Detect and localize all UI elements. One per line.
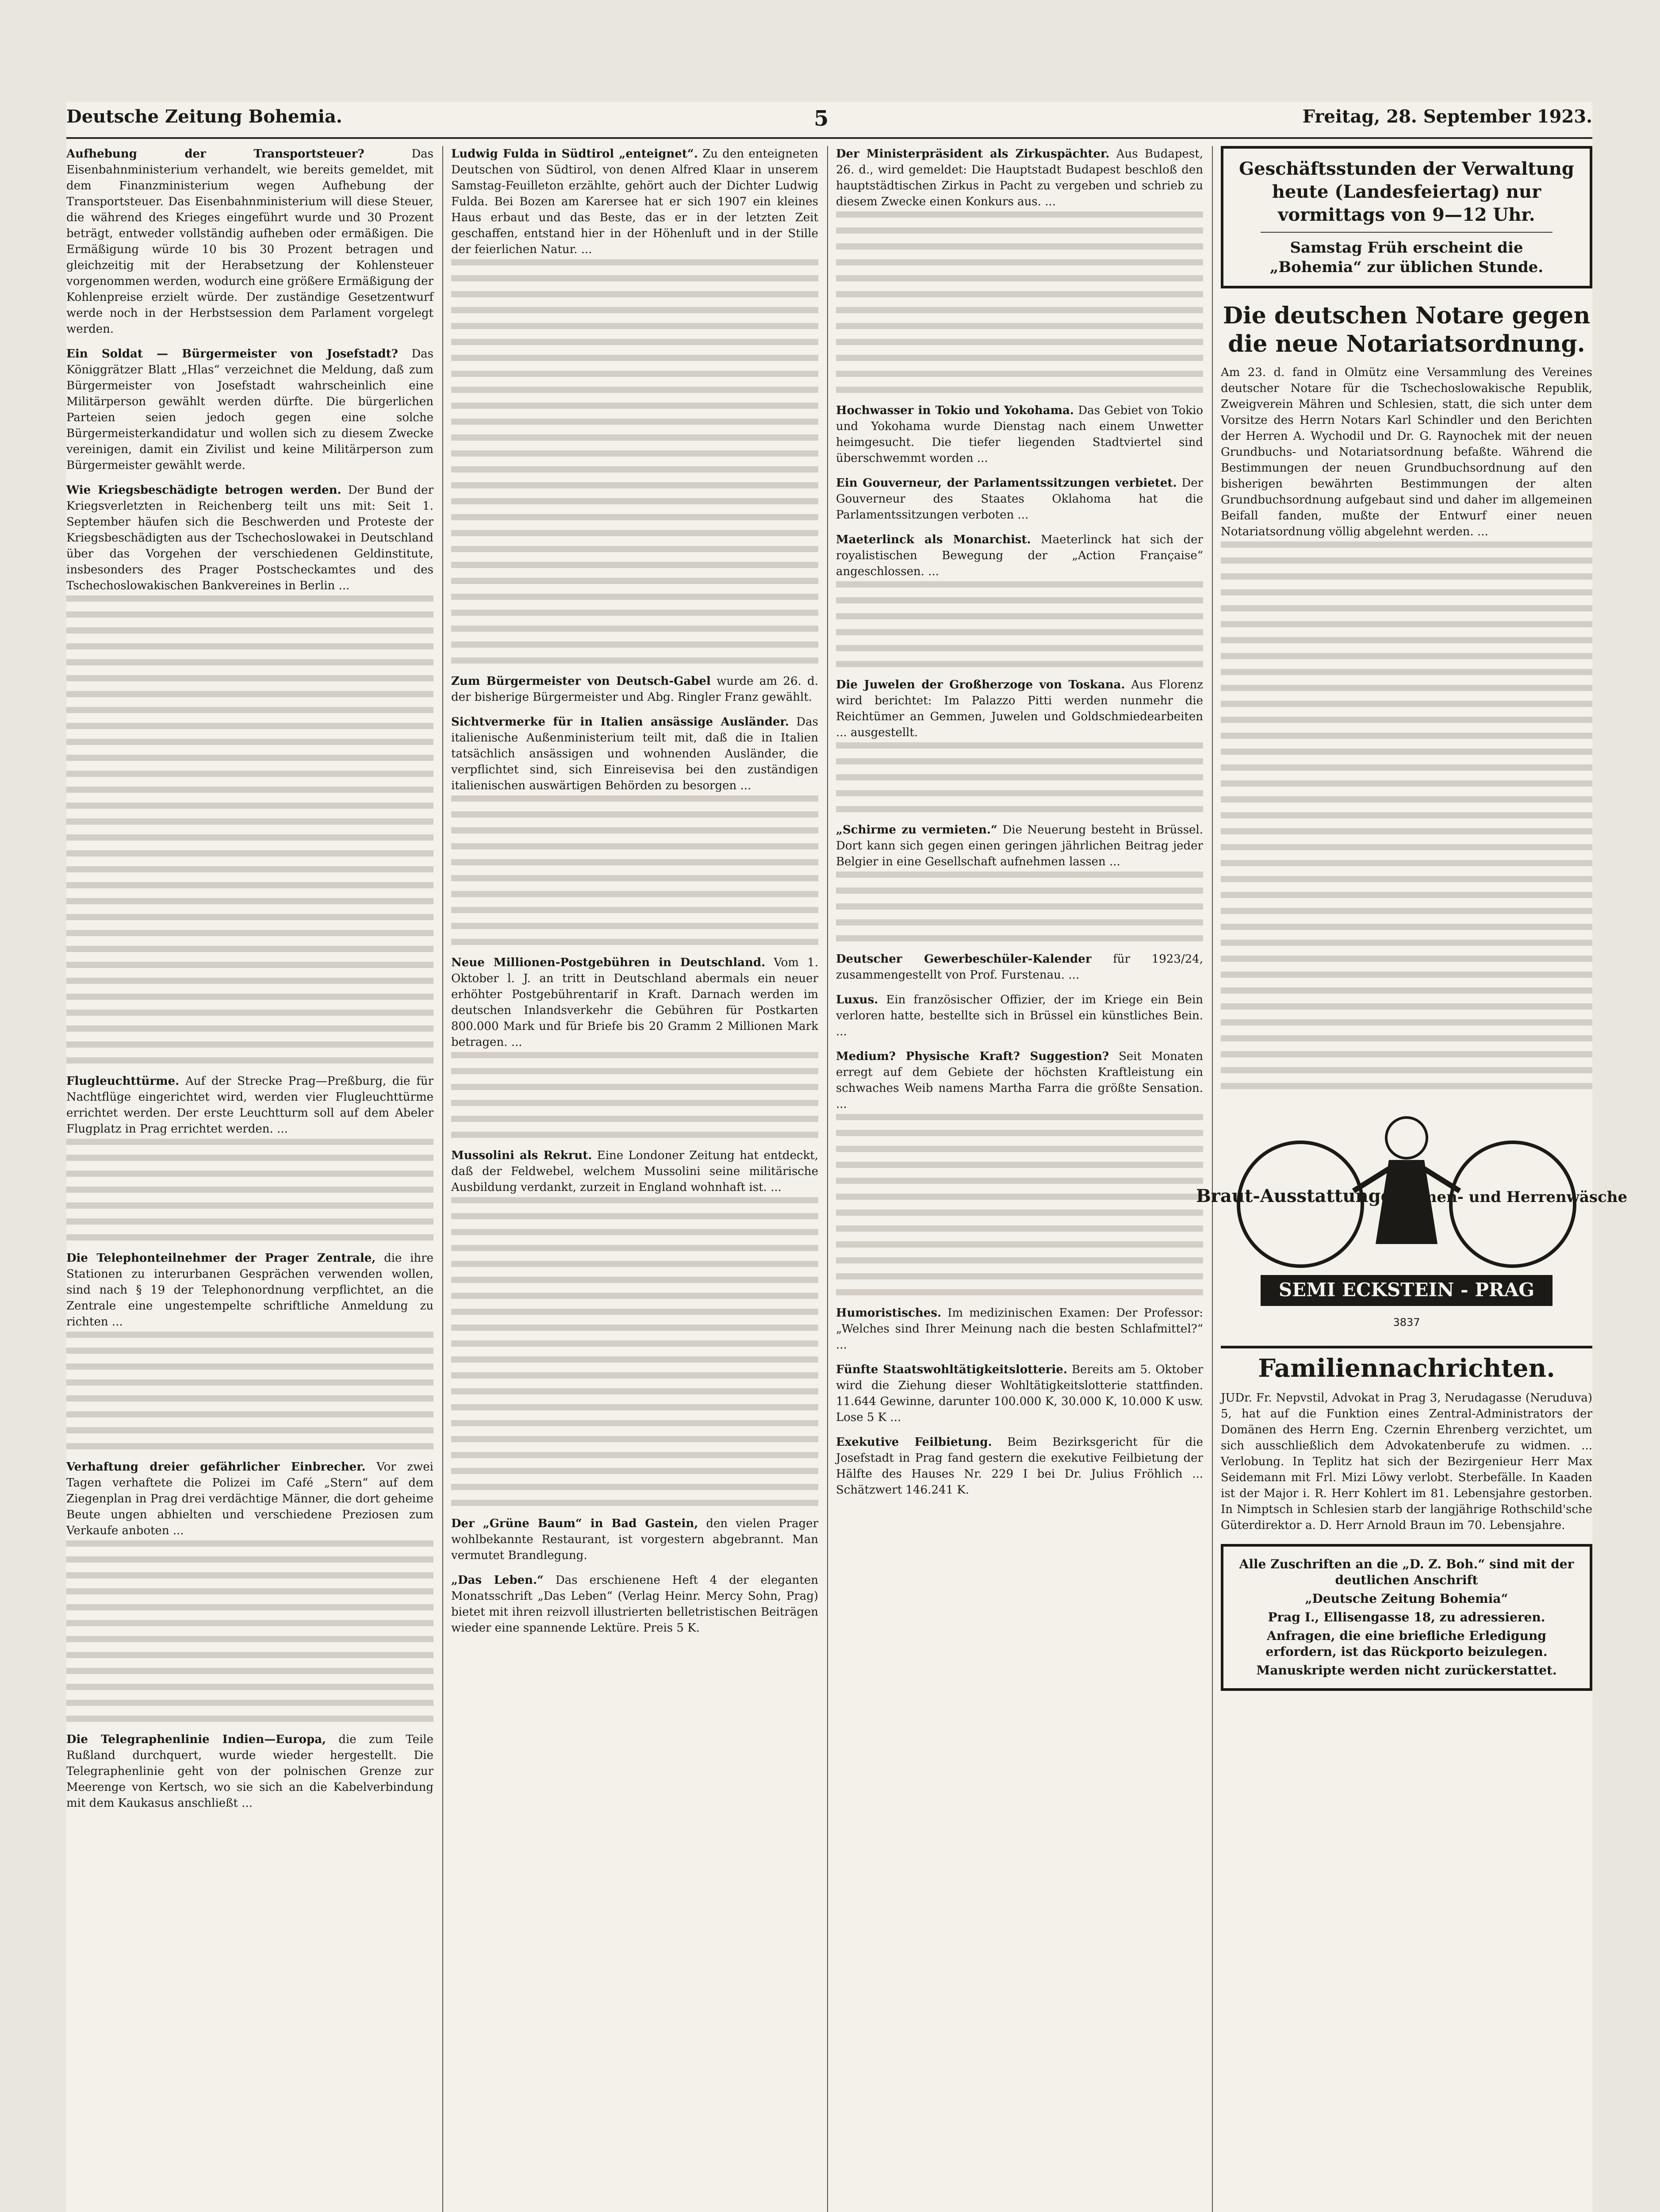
text-lines (451, 795, 818, 945)
notice-hours: vormittags von 9—12 Uhr. (1278, 204, 1535, 225)
column-3 (836, 146, 1203, 2212)
article-text: die zum Teile Rußland durchquert, wurde wieder hergestellt. Die Telegraphenlinie geht von der polnischen Grenze zur Meerenge von Kertsch, wo sie sich an die Kabelverbindung mit dem Kaukasus anschließt ... (66, 1733, 434, 1810)
article (451, 673, 818, 705)
text-lines (66, 595, 433, 1064)
header-rule (66, 137, 1592, 139)
notice-line: Prag I., Ellisengasse 18, zu adressieren. (1268, 1610, 1545, 1624)
article (66, 1250, 433, 1449)
text-lines (836, 742, 1203, 812)
article-text: wurde am 26. d. der bisherige Bürgermeister und Abg. Ringler Franz gewählt. (451, 675, 819, 704)
text-lines (451, 259, 818, 664)
notice-line: Alle Zuschriften an die „D. Z. Boh.“ sind mit der deutlichen Anschrift (1239, 1557, 1574, 1587)
notice-line: „Bohemia“ zur üblichen Stunde. (1269, 258, 1544, 276)
article-headline: Ein Gouverneur, der Parlamentssitzungen verbietet. (836, 476, 1177, 490)
article-text: Das Eisenbahnministerium verhandelt, wie bereits gemeldet, mit dem Finanzministerium wegen Aufhebung der Transportsteuer. Das Eisenbahnministerium will diese Steuer, die während des Krieges eingeführt wurde und 30 Prozent beträgt, entweder vollständig aufheben oder ermäßigen. Die Ermäßigung würde 10 bis 30 Prozent betragen und gleichzeitig mit der Herabsetzung der Kohlensteuer vorgenommen werden, wodurch eine größere Ermäßigung der Kohlenpreise erzielt würde. Der zuständige Gesetzentwurf werde noch in der Herbstsession dem Parlament vorgelegt werden. (66, 147, 434, 336)
article-headline: Ein Soldat — Bürgermeister von Josefstadt? (66, 347, 398, 361)
article (66, 482, 433, 1064)
article-headline: Neue Millionen-Postgebühren in Deutschland. (451, 956, 766, 969)
article-headline: Die Juwelen der Großherzoge von Toskana. (836, 678, 1125, 691)
article-headline: Wie Kriegsbeschädigte betrogen werden. (66, 484, 341, 497)
article (836, 475, 1203, 523)
article-headline: Fünfte Staatswohltätigkeitslotterie. (836, 1363, 1067, 1376)
text-lines (451, 1197, 818, 1506)
article-text: Die Neuerung besteht in Brüssel. Dort kann sich gegen einen geringen jährlichen Beitrag jeder Belgier in eine Gesellschaft aufnehmen lassen ... (836, 823, 1204, 868)
article-text: Auf der Strecke Prag—Preßburg, die für Nachtflüge eingerichtet wird, werden vier Flugleuchttürme errichtet werden. Der erste Leuchtturm soll auf dem Abeler Flugplatz in Prag errichtet werden. ... (66, 1075, 434, 1136)
paper-name: Deutsche Zeitung Bohemia. (66, 106, 342, 127)
article-headline: Exekutive Feilbietung. (836, 1436, 992, 1449)
article (451, 146, 818, 664)
article (66, 146, 433, 337)
article-text: Das italienische Außenministerium teilt mit, daß die in Italien tatsächlich ansässigen und wohnenden Ausländer, die verpflichtet sind, sich Einreisevisa bei den zuständigen italienischen auswärtigen Behörden zu besorgen ... (451, 715, 818, 792)
article-text: Eine Londoner Zeitung hat entdeckt, daß der Feldwebel, welchem Mussolini seine militärische Ausbildung verdankt, zurzeit in England wohnhaft ist. ... (451, 1149, 818, 1194)
article-headline: Hochwasser in Tokio und Yokohama. (836, 404, 1074, 417)
ad-banner-text: SEMI ECKSTEIN - PRAG (1278, 1279, 1535, 1301)
article-headline: Mussolini als Rekrut. (451, 1149, 592, 1162)
article (451, 1516, 818, 1563)
article-text: Der Gouverneur des Staates Oklahoma hat die Parlamentssitzungen verboten ... (836, 476, 1204, 522)
ad-number: 3837 (1393, 1316, 1420, 1329)
text-lines (66, 1332, 433, 1449)
text-lines (66, 1540, 433, 1722)
article-headline: Der „Grüne Baum“ in Bad Gastein, (451, 1517, 698, 1530)
article-text: Ein französischer Offizier, der im Kriege ein Bein verloren hatte, bestellte sich in Brüssel ein künstliches Bein. ... (836, 993, 1203, 1038)
article (836, 677, 1203, 812)
text-lines (836, 872, 1203, 941)
newspaper-page (66, 102, 1628, 2212)
text-lines (836, 581, 1203, 667)
notice-line: Manuskripte werden nicht zurückerstattet. (1256, 1663, 1557, 1678)
article-headline: Luxus. (836, 993, 878, 1006)
article-headline: Zum Bürgermeister von Deutsch-Gabel (451, 675, 711, 688)
figure-head-icon (1386, 1118, 1427, 1158)
article-headline: Maeterlinck als Monarchist. (836, 533, 1031, 546)
article (836, 532, 1203, 667)
article-headline: Deutscher Gewerbeschüler-Kalender (836, 952, 1092, 966)
article-text: Aus Florenz wird berichtet: Im Palazzo Pitti werden nunmehr die Reichtümer an Gemmen, Juwelen und Goldschmiedearbeiten ... ausgestellt. (836, 678, 1203, 739)
ad-word-right: Damen- und Herrenwäsche (1398, 1188, 1628, 1206)
article-headline: Die Telephonteilnehmer der Prager Zentrale, (66, 1252, 376, 1265)
article (836, 146, 1203, 393)
article (66, 1073, 433, 1240)
notice-line: Samstag Früh erscheint die (1290, 239, 1523, 257)
office-hours-notice (1221, 146, 1592, 288)
column-divider (1212, 146, 1213, 2212)
article (836, 951, 1203, 983)
column-2 (451, 146, 818, 2212)
article (836, 1048, 1203, 1295)
advertisement-illustration (1196, 1102, 1628, 1333)
article-text: Vor zwei Tagen verhaftete die Polizei im Café „Stern“ auf dem Ziegenplan in Prag drei verdächtige Männer, die dort geheime Beute ungen abhielten und verschiedene Preziosen zum Verkaufe anboten ... (66, 1460, 433, 1537)
article-text: Das Gebiet von Tokio und Yokohama wurde Dienstag nach einem Unwetter heimgesucht. Die tiefer liegenden Stadtviertel sind überschwemmt worden ... (836, 404, 1203, 465)
article-headline: Ludwig Fulda in Südtirol „enteignet“. (451, 147, 698, 161)
article (66, 346, 433, 473)
article (836, 403, 1203, 466)
article (451, 714, 818, 945)
issue-date: Freitag, 28. September 1923. (1302, 106, 1592, 127)
notice-line: „Deutsche Zeitung Bohemia“ (1305, 1591, 1508, 1606)
text-lines (1221, 541, 1592, 1089)
page-number: 5 (814, 106, 829, 131)
text-lines (66, 1139, 433, 1240)
article-text: für 1923/24, zusammengestellt von Prof. Furstenau. ... (836, 952, 1203, 982)
eckstein-advertisement (1196, 1102, 1628, 1333)
article (451, 1572, 818, 1636)
article-text: Im medizinischen Examen: Der Professor: „Welches sind Ihrer Meinung nach die besten Schlafmittel?“ ... (836, 1306, 1204, 1352)
article-text: Maeterlinck hat sich der royalistischen Bewegung der „Action Française“ angeschlossen. ... (836, 533, 1203, 578)
article-headline: Der Ministerpräsident als Zirkuspächter. (836, 147, 1110, 161)
article-text: Seit Monaten erregt auf dem Gebiete der höchsten Kraftleistung ein schwaches Weib namens Martha Farra die größte Sensation. ... (836, 1050, 1204, 1111)
article-text: JUDr. Fr. Nepvstil, Advokat in Prag 3, Nerudagasse (Neruduva) 5, hat auf die Funktion eines Zentral-Administrators der Domänen des Herrn Eng. Czernin Ehrenberg verzichtet, um sich ausschließlich dem Advokatenberufe zu widmen. ... Verlobung. In Teplitz hat sich der Bezirgenieur Herr Max Seidemann mit Frl. Mizi Löwy verlobt. Sterbefälle. In Kaaden ist der Major i. R. Herr Kohlert im 81. Lebensjahre gestorben. In Nimptsch in Schlesien starb der langjährige Rothschild'sche Güterdirektor a. D. Herr Arnold Braun im 70. Lebensjahre. (1221, 1391, 1592, 1532)
address-notice (1221, 1544, 1592, 1691)
article-headline: Die deutschen Notare gegen die neue Notariatsordnung. (1223, 302, 1591, 357)
article-text: Bereits am 5. Oktober wird die Ziehung dieser Wohltätigkeitslotterie stattfinden. 11.644 Gewinne, darunter 100.000 K, 30.000 K, 10.000 K usw. Lose 5 K ... (836, 1363, 1203, 1424)
article-text: Am 23. d. fand in Olmütz eine Versammlung des Vereines deutscher Notare für die Tschechoslowakische Republik, Zweigverein Mähren und Schlesien, statt, die sich unter dem Vorsitze des Herrn Notars Karl Schindler und den Berichten der Herren A. Wychodil und Dr. G. Raynochek mit der neuen Grundbuchs- und Notariatsordnung befaßte. Während die Bestimmungen der neuen Grundbuchsordnung auf den bisherigen bewährten Bestimmungen der alten Grundbuchsordnung aufgebaut sind und daher im allgemeinen Beifall fanden, mußte der Entwurf einer neuen Notariatsordnung völlig abgelehnt werden. ... (1221, 366, 1592, 538)
article (66, 1732, 433, 1811)
article (451, 955, 818, 1138)
article-headline: Flugleuchttürme. (66, 1075, 180, 1088)
notice-title: Geschäftsstunden der Verwaltung heute (Landesfeiertag) nur (1239, 158, 1574, 202)
text-lines (451, 1052, 818, 1138)
article-headline: Die Telegraphenlinie Indien—Europa, (66, 1733, 326, 1746)
notice-line: Anfragen, die eine briefliche Erledigung erfordern, ist das Rückporto beizulegen. (1265, 1628, 1548, 1659)
page-header (66, 106, 1592, 137)
article (836, 1305, 1203, 1353)
article-text: die ihre Stationen zu interurbanen Gesprächen verwenden wollen, sind nach § 19 der Telephonordnung verpflichtet, an die Zentrale eine ungestempelte schriftliche Anmeldung zu richten ... (66, 1252, 433, 1329)
article-text: Beim Bezirksgericht für die Josefstadt in Prag fand gestern die exekutive Feilbietung der Hälfte des Hauses Nr. 229 I bei Dr. Julius Fröhlich ... Schätzwert 146.241 K. (836, 1436, 1203, 1497)
text-lines (836, 211, 1203, 393)
column-divider (827, 146, 828, 2212)
article (66, 1459, 433, 1722)
article-text: Das Königgrätzer Blatt „Hlas“ verzeichnet die Meldung, daß zum Bürgermeister von Josefstadt wahrscheinlich eine Militärperson gewählt werden dürfte. Die bürgerlichen Parteien seien jedoch gegen eine solche Bürgermeisterkandidatur und wollen sich zu diesem Zwecke vereinigen, damit ein Zivilist und keine Militärperson zum Bürgermeister gewählt werde. (66, 347, 434, 472)
text-lines (836, 1114, 1203, 1295)
article (836, 1434, 1203, 1498)
article-headline: Verhaftung dreier gefährlicher Einbrecher. (66, 1460, 366, 1474)
article (451, 1148, 818, 1506)
column-divider (442, 146, 443, 2212)
article-headline: Medium? Physische Kraft? Suggestion? (836, 1050, 1109, 1063)
section-title: Familiennachrichten. (1221, 1346, 1592, 1384)
article-headline: „Das Leben.“ (451, 1574, 544, 1587)
article-headline: Sichtvermerke für in Italien ansässige Ausländer. (451, 715, 789, 729)
article (836, 992, 1203, 1040)
article-text: Zu den enteigneten Deutschen von Südtirol, von denen Alfred Klaar in unserem Samstag-Feuilleton erzählte, gehört auch der Dichter Ludwig Fulda. Bei Bozen am Karersee hat er sich 1907 ein kleines Haus erbaut und das Beste, das er in der letzten Zeit geschaffen, entstand hier in der Höhenluft und in der Stille der feierlichen Natur. ... (451, 147, 819, 256)
article-text: Vom 1. Oktober l. J. an tritt in Deutschland abermals ein neuer erhöhter Postgebührentarif in Kraft. Darnach werden im deutschen Inlandsverkehr die Gebühren für Postkarten 800.000 Mark und für Briefe bis 20 Gramm 2 Millionen Mark betragen. ... (451, 956, 818, 1049)
article-headline: „Schirme zu vermieten.“ (836, 823, 997, 837)
article-text: Aus Budapest, 26. d., wird gemeldet: Die Hauptstadt Budapest beschloß den hauptstädtischen Zirkus in Pacht zu vergeben und schrieb zu diesem Zwecke einen Konkurs aus. ... (836, 147, 1203, 208)
article (836, 822, 1203, 941)
article-text: Das erschienene Heft 4 der eleganten Monatsschrift „Das Leben“ (Verlag Heinr. Mercy Sohn, Prag) bietet mit ihren reizvoll illustrierten belletristischen Beiträgen wieder eine spannende Lektüre. Preis 5 K. (451, 1574, 818, 1635)
ad-word-left: Braut-Ausstattungen (1196, 1186, 1405, 1206)
article-text: Der Bund der Kriegsverletzten in Reichenberg teilt uns mit: Seit 1. September häufen sich die Beschwerden und Proteste der Kriegsbeschädigten aus der Tschechoslowakei in Deutschland über das Vorgehen der verschiedenen Geldinstitute, insbesonders des Prager Postscheckamtes und des Tschechoslowakischen Bankvereines in Berlin ... (66, 484, 433, 592)
divider (1261, 232, 1553, 233)
column-1 (66, 146, 433, 2212)
article-text: den vielen Prager wohlbekannte Restaurant, ist vorgestern abgebrannt. Man vermutet Brandlegung. (451, 1517, 818, 1562)
article (836, 1362, 1203, 1425)
article-headline: Humoristisches. (836, 1306, 942, 1320)
article-headline: Aufhebung der Transportsteuer? (66, 147, 364, 161)
column-4 (1196, 146, 1628, 2212)
